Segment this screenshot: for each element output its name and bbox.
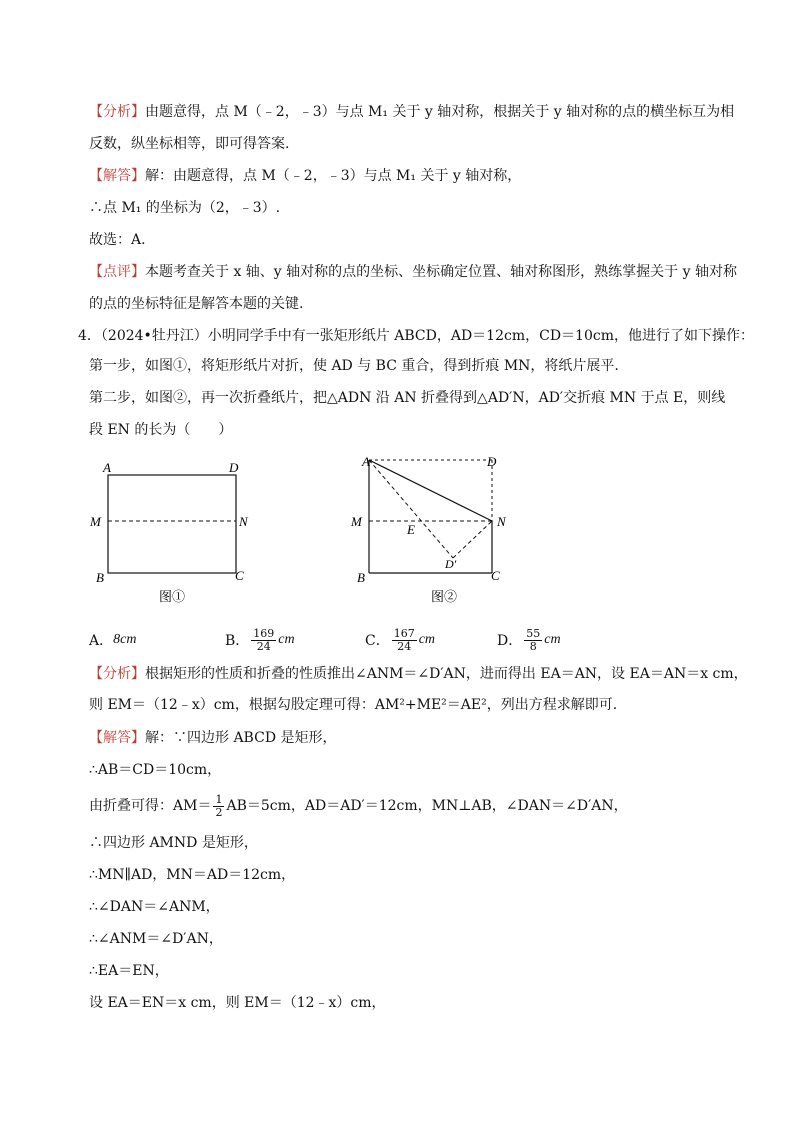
question-line-1: 4．（2024•牡丹江）小明同学手中有一张矩形纸片 ABCD，AD＝12cm，CD＝10cm，他进行了如下操作： xyxy=(78,328,754,344)
fig2-label-e: E xyxy=(407,522,415,537)
solution-line-8: ∴EA＝EN， xyxy=(89,963,169,979)
option-a-text: 8cm xyxy=(113,632,137,647)
option-b-unit: cm xyxy=(278,632,295,647)
option-d-denominator: 8 xyxy=(529,639,537,653)
answer-options xyxy=(89,620,729,660)
solution-line-5: ∴MN∥AD，MN＝AD＝12cm， xyxy=(89,867,296,883)
option-b-numerator: 169 xyxy=(253,626,275,640)
solution-half-fraction xyxy=(213,794,224,819)
analysis-prev-line-1 xyxy=(89,102,734,122)
solution-line-6: ∴∠DAN＝∠ANM， xyxy=(89,899,220,915)
option-b-fraction xyxy=(251,628,276,653)
option-b-label: B． xyxy=(225,633,250,649)
fig1-label-a: A xyxy=(103,460,111,475)
fig2-label-d-prime: D′ xyxy=(445,557,457,571)
question-line-4: 段 EN 的长为（ ） xyxy=(89,422,233,438)
solution-line-3-post: AB＝5cm，AD＝AD′＝12cm，MN⊥AB，∠DAN＝∠D′AN， xyxy=(226,798,628,814)
option-b[interactable] xyxy=(225,620,295,660)
fig1-caption: 图① xyxy=(159,589,186,604)
solution-prev-line-2: ∴点 M₁ 的坐标为（2，﹣3）. xyxy=(89,200,281,216)
comment-prev-text-1: 本题考查关于 x 轴、y 轴对称的点的坐标、坐标确定位置、轴对称图形，熟练掌握关于 y 轴对称 xyxy=(145,264,737,280)
fig2-dashed-d-prime-n xyxy=(453,521,492,558)
solution-prev-line-1 xyxy=(89,166,521,186)
figure-2 xyxy=(345,452,525,612)
fig2-fold-an xyxy=(369,460,492,521)
option-b-denominator: 24 xyxy=(256,639,271,653)
solution-half-denominator: 2 xyxy=(215,805,223,819)
option-c-numerator: 167 xyxy=(393,626,415,640)
fig2-label-d: D xyxy=(487,454,497,469)
solution-line-2: ∴AB＝CD＝10cm， xyxy=(89,762,222,778)
solution-half-numerator: 1 xyxy=(215,792,223,806)
fig2-caption: 图② xyxy=(431,589,458,604)
solution-line-3-pre: 由折叠可得：AM＝ xyxy=(89,798,212,814)
question-line-3: 第二步，如图②，再一次折叠纸片，把△ADN 沿 AN 折叠得到△AD′N，AD′交折痕 MN 于点 E，则线 xyxy=(89,390,726,406)
fig1-label-b: B xyxy=(96,570,104,585)
analysis-prev-line-2: 反数，纵坐标相等，即可得答案. xyxy=(89,136,290,152)
solution-line-7: ∴∠ANM＝∠D′AN， xyxy=(89,931,223,947)
analysis-prev-label: 【分析】 xyxy=(89,104,145,120)
solution-line-3 xyxy=(89,793,628,819)
fig2-dashed-ad-prime xyxy=(369,460,453,558)
comment-prev-line-1 xyxy=(89,262,737,282)
fig1-rectangle xyxy=(108,475,236,573)
fig1-label-m: M xyxy=(90,514,101,529)
option-c-fraction xyxy=(392,628,417,653)
question-line-2: 第一步，如图①，将矩形纸片对折，使 AD 与 BC 重合，得到折痕 MN，将纸片展平. xyxy=(89,358,619,374)
comment-prev-line-2: 的点的坐标特征是解答本题的关键. xyxy=(89,296,304,312)
analysis-text-1: 根据矩形的性质和折叠的性质推出∠ANM＝∠D′AN，进而得出 EA＝AN，设 EA＝AN＝x cm， xyxy=(145,666,748,682)
solution-label: 【解答】 xyxy=(89,730,145,746)
fig2-label-n: N xyxy=(497,514,506,529)
fig2-label-c: C xyxy=(491,568,500,583)
fig1-label-n: N xyxy=(239,514,248,529)
comment-prev-label: 【点评】 xyxy=(89,264,145,280)
fig2-label-b: B xyxy=(357,570,365,585)
analysis-label: 【分析】 xyxy=(89,666,145,682)
solution-prev-text-1: 解：由题意得，点 M（﹣2，﹣3）与点 M₁ 关于 y 轴对称， xyxy=(145,168,522,184)
option-d[interactable] xyxy=(497,620,561,660)
solution-line-9: 设 EA＝EN＝x cm，则 EM＝（12﹣x）cm， xyxy=(89,995,386,1011)
solution-text-1: 解：∵四边形 ABCD 是矩形， xyxy=(145,730,337,746)
option-c[interactable] xyxy=(365,620,435,660)
option-d-numerator: 55 xyxy=(526,626,541,640)
fig1-label-c: C xyxy=(235,568,244,583)
option-c-label: C． xyxy=(365,633,390,649)
option-d-fraction xyxy=(524,628,542,653)
figure-1 xyxy=(85,452,265,612)
analysis-line-2: 则 EM＝（12﹣x）cm，根据勾股定理可得：AM²+ME²＝AE²，列出方程求解即可. xyxy=(89,697,618,713)
fig2-label-m: M xyxy=(351,514,362,529)
solution-prev-label: 【解答】 xyxy=(89,168,145,184)
fig1-label-d: D xyxy=(229,460,239,475)
solution-line-1 xyxy=(89,728,337,748)
option-a-label: A． xyxy=(89,633,114,649)
option-d-label: D． xyxy=(497,633,523,649)
fig2-label-a: A xyxy=(362,454,370,469)
option-c-denominator: 24 xyxy=(397,639,412,653)
option-c-unit: cm xyxy=(418,632,436,647)
option-d-unit: cm xyxy=(544,632,561,647)
solution-line-4: ∴四边形 AMND 是矩形， xyxy=(89,835,258,851)
analysis-line-1 xyxy=(89,664,748,684)
option-a[interactable] xyxy=(89,620,136,660)
solution-prev-line-3: 故选：A. xyxy=(89,232,146,248)
analysis-prev-text-1: 由题意得，点 M（﹣2，﹣3）与点 M₁ 关于 y 轴对称，根据关于 y 轴对称的点的横坐标互为相 xyxy=(145,104,735,120)
